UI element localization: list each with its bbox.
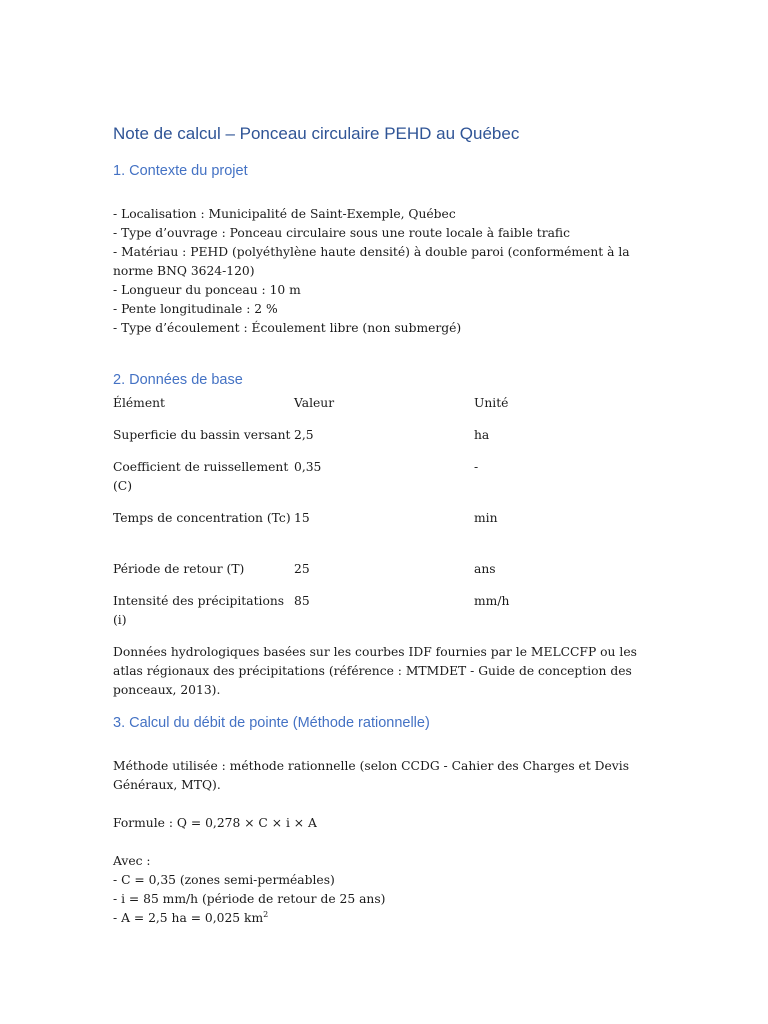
context-item-flow-type: - Type d’écoulement : Écoulement libre (non submergé): [113, 321, 462, 335]
context-item-material: - Matériau : PEHD (polyéthylène haute densité) à double paroi (conformément à la norme BNQ 3624-120): [113, 245, 630, 278]
table-cell-unit: min: [474, 511, 498, 525]
table-cell-element: Intensité des précipitations (i): [113, 594, 285, 627]
table-cell-unit: -: [474, 460, 479, 474]
area-exponent: 2: [263, 909, 269, 919]
table-cell-element: Période de retour (T): [113, 562, 245, 576]
table-cell-unit: ha: [474, 428, 490, 442]
context-list: [113, 205, 661, 338]
section-heading-peak-flow: 3. Calcul du débit de pointe (Méthode rationnelle): [113, 715, 430, 731]
table-cell-element: Temps de concentration (Tc): [113, 511, 291, 525]
table-cell-value: 25: [294, 562, 310, 576]
table-row: [113, 592, 673, 636]
table-cell-value: 2,5: [294, 428, 314, 442]
table-cell-unit: mm/h: [474, 594, 510, 608]
table-cell-value: 15: [294, 511, 310, 525]
table-header-value: Valeur: [294, 396, 335, 410]
hydrology-note: Données hydrologiques basées sur les courbes IDF fournies par le MELCCFP ou les atlas régionaux des précipitations (référence : MTMDET - Guide de conception des ponceaux, 2013).: [113, 645, 637, 697]
variables-label: Avec :: [113, 854, 151, 868]
context-item-location: - Localisation : Municipalité de Saint-Exemple, Québec: [113, 207, 456, 221]
table-row: [113, 560, 673, 592]
context-item-length: - Longueur du ponceau : 10 m: [113, 283, 301, 297]
variable-i: - i = 85 mm/h (période de retour de 25 ans): [113, 892, 386, 906]
variables-block: [113, 852, 661, 928]
table-row: [113, 458, 673, 509]
context-item-slope: - Pente longitudinale : 2 %: [113, 302, 278, 316]
section-heading-context: 1. Contexte du projet: [113, 163, 248, 179]
table-header-unit: Unité: [474, 396, 509, 410]
table-row: [113, 509, 673, 560]
table-header-row: [113, 394, 673, 426]
document-title: Note de calcul – Ponceau circulaire PEHD au Québec: [113, 124, 520, 143]
table-cell-value: 0,35: [294, 460, 322, 474]
table-cell-unit: ans: [474, 562, 496, 576]
table-row: [113, 426, 673, 458]
variable-c: - C = 0,35 (zones semi-perméables): [113, 873, 335, 887]
variable-a-text: - A = 2,5 ha = 0,025 km: [113, 911, 264, 925]
formula-paragraph: Formule : Q = 0,278 × C × i × A: [113, 816, 317, 830]
section-heading-base-data: 2. Données de base: [113, 372, 243, 388]
context-item-structure-type: - Type d’ouvrage : Ponceau circulaire sous une route locale à faible trafic: [113, 226, 570, 240]
method-paragraph: Méthode utilisée : méthode rationnelle (selon CCDG - Cahier des Charges et Devis Généraux, MTQ).: [113, 759, 630, 792]
base-data-table: [113, 394, 673, 636]
table-header-element: Élément: [113, 396, 165, 410]
variable-a: [113, 909, 661, 928]
table-cell-element: Superficie du bassin versant: [113, 428, 291, 442]
table-cell-value: 85: [294, 594, 310, 608]
table-cell-element: Coefficient de ruissellement (C): [113, 460, 289, 493]
